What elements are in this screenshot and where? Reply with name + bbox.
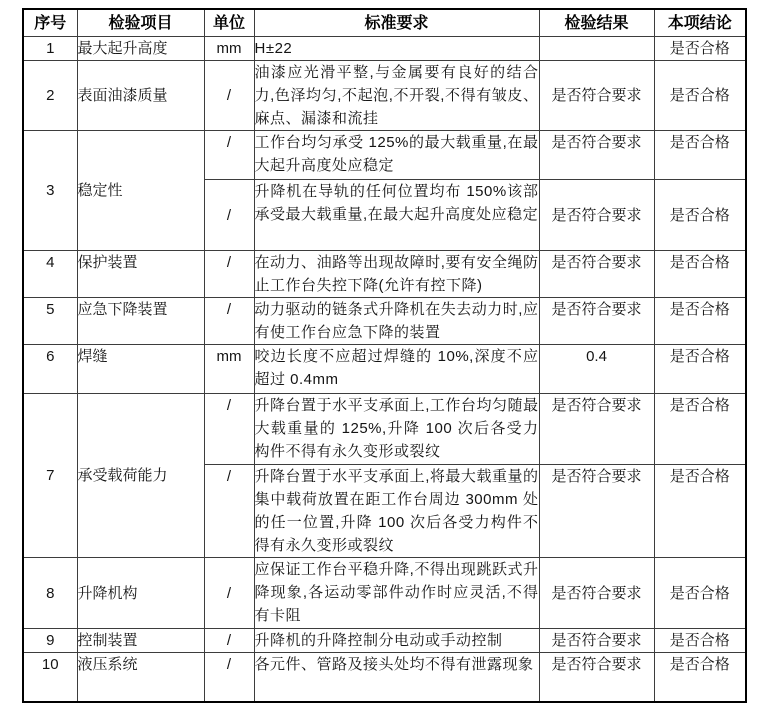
inspection-result-cell: 是否符合要求 [539,394,654,465]
row-number-cell: 9 [23,629,77,653]
inspection-table [22,8,747,703]
table-row [23,251,746,298]
inspection-result-cell [539,37,654,61]
row-number-cell: 2 [23,61,77,131]
table-row [23,653,746,702]
standard-requirement-cell: 工作台均匀承受 125%的最大载重量,在最大起升高度处应稳定 [254,131,539,180]
header-cell-1: 检验项目 [77,9,204,37]
table-row [23,345,746,394]
standard-requirement-cell: 升降台置于水平支承面上,将最大载重量的集中载荷放置在距工作台周边 300mm 处的任一位置,升降 100 次后各受力构件不得有永久变形或裂纹 [254,465,539,558]
header-cell-4: 检验结果 [539,9,654,37]
inspection-item-cell: 应急下降装置 [77,298,204,345]
conclusion-cell: 是否合格 [654,180,746,251]
conclusion-cell: 是否合格 [654,465,746,558]
table-row [23,61,746,131]
header-cell-2: 单位 [204,9,254,37]
table-row [23,629,746,653]
table-row [23,394,746,465]
standard-requirement-cell: 油漆应光滑平整,与金属要有良好的结合力,色泽均匀,不起泡,不开裂,不得有皱皮、麻点、漏漆和流挂 [254,61,539,131]
unit-cell: / [204,465,254,558]
conclusion-cell: 是否合格 [654,37,746,61]
inspection-result-cell: 是否符合要求 [539,180,654,251]
standard-requirement-cell: 在动力、油路等出现故障时,要有安全绳防止工作台失控下降(允许有控下降) [254,251,539,298]
conclusion-cell: 是否合格 [654,61,746,131]
inspection-result-cell: 是否符合要求 [539,131,654,180]
standard-requirement-cell: 动力驱动的链条式升降机在失去动力时,应有使工作台应急下降的装置 [254,298,539,345]
inspection-result-cell: 是否符合要求 [539,298,654,345]
row-number-cell: 7 [23,394,77,558]
inspection-item-cell: 表面油漆质量 [77,61,204,131]
inspection-item-cell: 保护装置 [77,251,204,298]
conclusion-cell: 是否合格 [654,345,746,394]
inspection-item-cell: 液压系统 [77,653,204,702]
header-cell-3: 标准要求 [254,9,539,37]
inspection-item-cell: 稳定性 [77,131,204,251]
header-cell-0: 序号 [23,9,77,37]
inspection-result-cell: 是否符合要求 [539,465,654,558]
inspection-result-cell: 0.4 [539,345,654,394]
inspection-result-cell: 是否符合要求 [539,653,654,702]
table-header-row [23,9,746,37]
conclusion-cell: 是否合格 [654,558,746,629]
table-row [23,37,746,61]
unit-cell: / [204,61,254,131]
conclusion-cell: 是否合格 [654,298,746,345]
row-number-cell: 5 [23,298,77,345]
unit-cell: mm [204,345,254,394]
unit-cell: / [204,653,254,702]
inspection-result-cell: 是否符合要求 [539,629,654,653]
row-number-cell: 8 [23,558,77,629]
conclusion-cell: 是否合格 [654,394,746,465]
row-number-cell: 3 [23,131,77,251]
header-cell-5: 本项结论 [654,9,746,37]
standard-requirement-cell: H±22 [254,37,539,61]
conclusion-cell: 是否合格 [654,251,746,298]
inspection-item-cell: 最大起升高度 [77,37,204,61]
inspection-report-table [22,8,747,703]
conclusion-cell: 是否合格 [654,131,746,180]
unit-cell: / [204,394,254,465]
unit-cell: / [204,558,254,629]
table-row [23,131,746,180]
row-number-cell: 6 [23,345,77,394]
inspection-result-cell: 是否符合要求 [539,61,654,131]
unit-cell: / [204,251,254,298]
unit-cell: / [204,131,254,180]
table-row [23,558,746,629]
inspection-item-cell: 升降机构 [77,558,204,629]
table-body [23,37,746,702]
conclusion-cell: 是否合格 [654,629,746,653]
row-number-cell: 4 [23,251,77,298]
inspection-item-cell: 焊缝 [77,345,204,394]
inspection-result-cell: 是否符合要求 [539,558,654,629]
row-number-cell: 1 [23,37,77,61]
standard-requirement-cell: 咬边长度不应超过焊缝的 10%,深度不应超过 0.4mm [254,345,539,394]
conclusion-cell: 是否合格 [654,653,746,702]
standard-requirement-cell: 升降机的升降控制分电动或手动控制 [254,629,539,653]
table-row [23,298,746,345]
unit-cell: / [204,629,254,653]
unit-cell: mm [204,37,254,61]
standard-requirement-cell: 应保证工作台平稳升降,不得出现跳跃式升降现象,各运动零部件动作时应灵活,不得有卡阻 [254,558,539,629]
unit-cell: / [204,180,254,251]
row-number-cell: 10 [23,653,77,702]
standard-requirement-cell: 各元件、管路及接头处均不得有泄露现象 [254,653,539,702]
inspection-result-cell: 是否符合要求 [539,251,654,298]
inspection-item-cell: 控制装置 [77,629,204,653]
standard-requirement-cell: 升降机在导轨的任何位置均布 150%该部承受最大载重量,在最大起升高度处应稳定 [254,180,539,251]
unit-cell: / [204,298,254,345]
standard-requirement-cell: 升降台置于水平支承面上,工作台均匀随最大载重量的 125%,升降 100 次后各受力构件不得有永久变形或裂纹 [254,394,539,465]
inspection-item-cell: 承受载荷能力 [77,394,204,558]
